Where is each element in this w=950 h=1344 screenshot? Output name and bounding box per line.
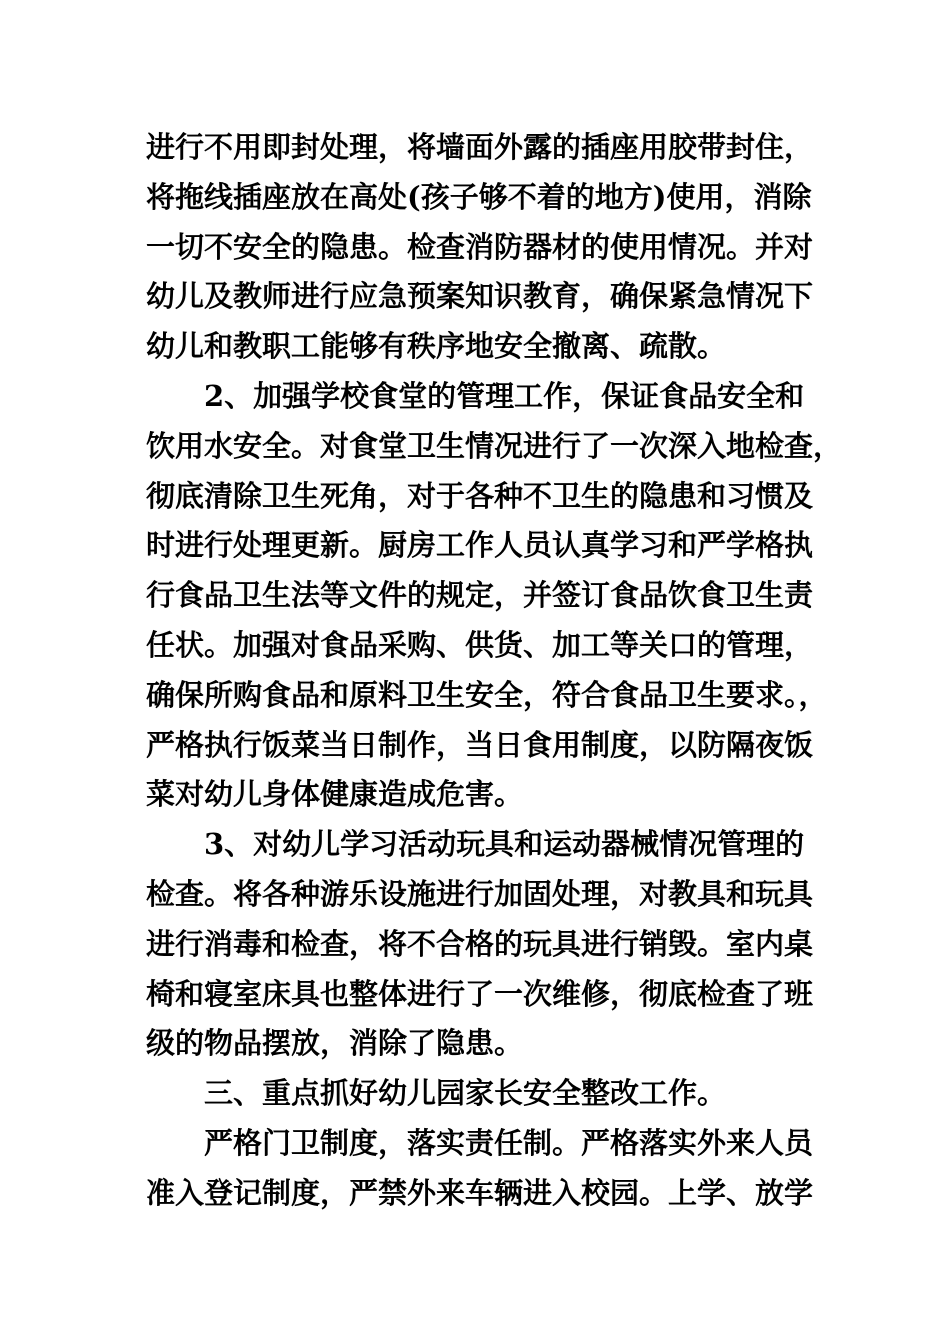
text-line: 一切不安全的隐患。检查消防器材的使用情况。并对	[146, 229, 814, 264]
text-line: 严格执行饭菜当日制作，当日食用制度，以防隔夜饭	[146, 727, 814, 762]
text-line: 任状。加强对食品采购、供货、加工等关口的管理，	[146, 627, 814, 662]
text-line: 幼儿和教职工能够有秩序地安全撤离、疏散。	[146, 329, 727, 364]
text-line: 将拖线插座放在高处(孩子够不着的地方)使用，消除	[146, 179, 812, 214]
text-line: 饮用水安全。对食堂卫生情况进行了一次深入地检查，	[146, 428, 843, 463]
text-line: 级的物品摆放，消除了隐患。	[146, 1026, 524, 1061]
text-line: 行食品卫生法等文件的规定，并签订食品饮食卫生责	[146, 578, 814, 613]
text-line: 彻底清除卫生死角，对于各种不卫生的隐患和习惯及	[146, 478, 814, 513]
text-line: 检查。将各种游乐设施进行加固处理，对教具和玩具	[146, 876, 814, 911]
text-line: 时进行处理更新。厨房工作人员认真学习和严学格执	[146, 528, 814, 563]
text-line: 确保所购食品和原料卫生安全，符合食品卫生要求。，	[146, 677, 828, 712]
paragraph-start-line: 2、加强学校食堂的管理工作，保证食品安全和	[204, 378, 805, 413]
text-line: 准入登记制度，严禁外来车辆进入校园。上学、放学	[146, 1175, 814, 1210]
text-line: 进行不用即封处理，将墙面外露的插座用胶带封住，	[146, 130, 814, 164]
paragraph-start-line: 严格门卫制度，落实责任制。严格落实外来人员	[204, 1125, 814, 1160]
section-heading: 三、重点抓好幼儿园家长安全整改工作。	[204, 1076, 727, 1111]
paragraph-start-line: 3、对幼儿学习活动玩具和运动器械情况管理的	[204, 827, 805, 862]
text-line: 进行消毒和检查，将不合格的玩具进行销毁。室内桌	[146, 926, 814, 961]
document-body	[146, 123, 843, 1219]
text-line: 菜对幼儿身体健康造成危害。	[146, 777, 524, 812]
text-line: 幼儿及教师进行应急预案知识教育，确保紧急情况下	[146, 279, 814, 314]
text-line: 椅和寝室床具也整体进行了一次维修，彻底检查了班	[146, 976, 814, 1011]
